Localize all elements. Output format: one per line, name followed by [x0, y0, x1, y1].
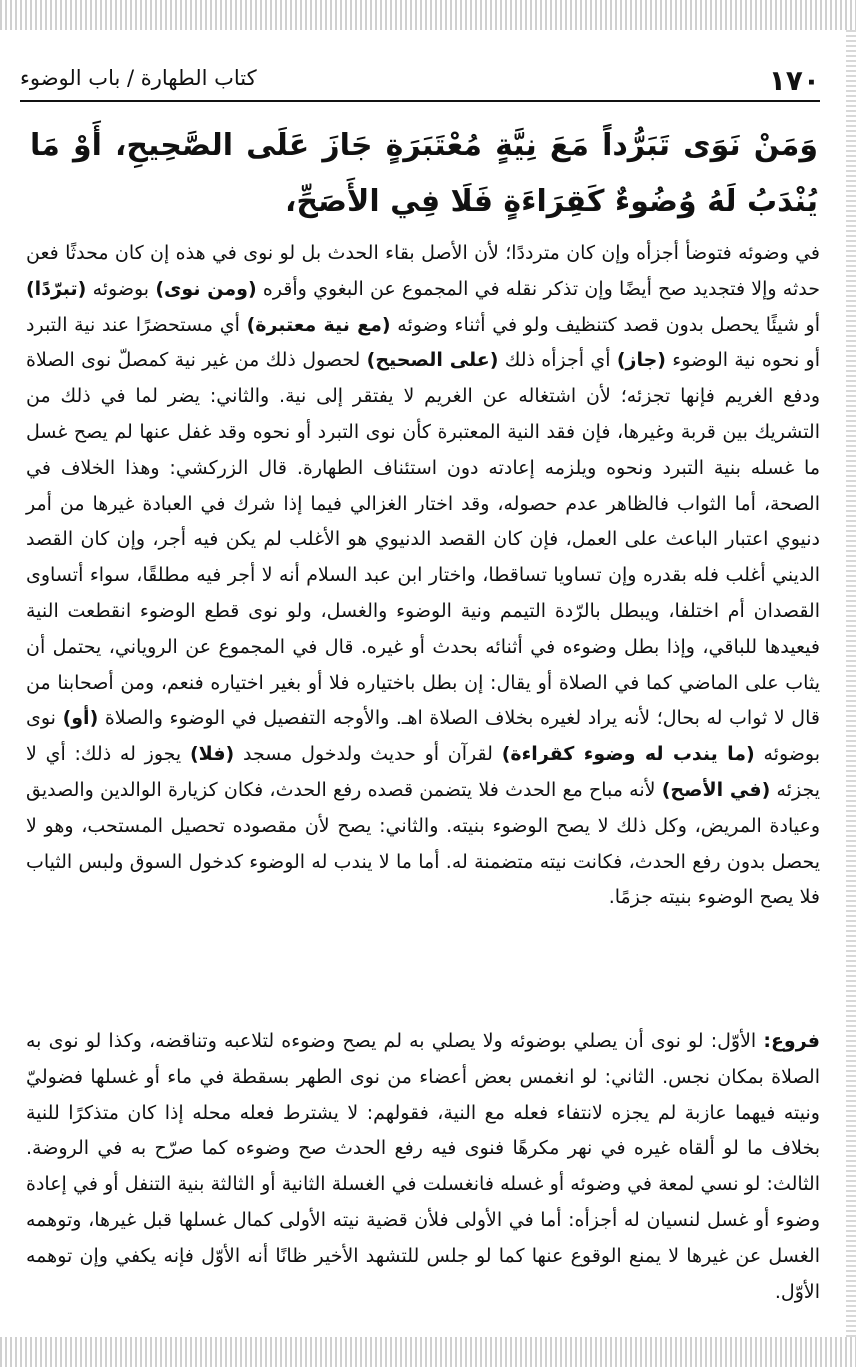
matn-quote: (جاز) [616, 349, 666, 372]
commentary-text: في وضوئه فتوضأ أجزأه وإن كان مترددًا؛ لأن الأصل بقاء الحدث بل لو نوى في هذه إن كان محدثًا فعن حدثه وإلا فتجديد صح أيضًا وإن تذكر نقله في المجموع عن البغوي وأقره [26, 242, 820, 300]
matn-quote: (مع نية معتبرة) [246, 313, 391, 336]
furu-text: الأوّل: لو نوى أن يصلي بوضوئه ولا يصلي به لم يصح وضوءه لتلاعبه وتناقضه، وكذا لو نوى به الصلاة بمكان نجس. الثاني: لو انغمس بعض أعضاء من نوى الطهر بسقطة في ماء أو غسلها فضوليّ ونيته فيهما عازبة لم يجزه لانتفاء فعله مع النية، فقولهم: لا يشترط فعله محله إذا كان متذكرًا للنية بخلاف ما لو ألقاه غيره في نهر مكرهًا فنوى فيه رفع الحدث صح وضوءه كما صرّح به في الروضة. الثالث: لو نسي لمعة في وضوئه أو غسله فانغسلت في الغسلة الثانية أو الثالثة بنية التنفل أو في إعادة وضوء أو غسل لنسيان له أجزأه: أما في الأولى فلأن قضية نيته الأولى كمال غسلها قبل غيرها، وتوهمه الغسل عن غيرها لا يمنع الوقوع عنها كما لو جلس للتشهد الأخير ظانًا أنه الأوّل فإنه يكفي وإن توهمه الأوّل. [26, 1030, 820, 1303]
page-header [20, 58, 820, 98]
page-number: ١٧٠ [768, 64, 820, 97]
commentary-text: لقرآن أو حديث ولدخول مسجد [234, 743, 502, 766]
commentary-text: يجوز له ذلك: أي لا يجزئه [26, 743, 820, 801]
furu-label: فروع: [763, 1030, 820, 1052]
commentary-text: بوضوئه [86, 277, 156, 300]
matn-quote: (تبرّدًا) [26, 277, 87, 300]
matn-quote: (على الصحيح) [366, 349, 499, 372]
matn-quote: (أو) [62, 707, 99, 730]
furu-section [26, 1024, 820, 1310]
commentary-text: لحصول ذلك من غير نية كمصلّ نوى الصلاة ودفع الغريم فإنها تجزئه؛ لأن اشتغاله عن الغريم لا يفتقر إلى نية. والثاني: يضر لما في ذلك من التشريك بين قربة وغيرها، فإن فقد النية المعتبرة كأن نوى التبرد أو نحوه وقد غفل عنها لم يصح غسل ما غسله بنية التبرد ونحوه ويلزمه إعادته دون استئناف الطهارة. قال الزركشي: وهذا الخلاف في الصحة، أما الثواب فالظاهر عدم حصوله، وقد اختار الغزالي فيما إذا شرك في العبادة غيرها من أمر دنيوي اعتبار الباعث على العمل، فإن كان القصد الدنيوي هو الأغلب لم يكن فيه أجر، وإن كان القصد الديني أغلب فله بقدره وإن تساويا تساقطا، واختار ابن عبد السلام أنه لا أجر فيه مطلقًا، سواء أتساوى القصدان أم اختلفا، ويبطل بالرّدة التيمم ونية الوضوء والغسل، ولو نوى قطع الوضوء انقطعت النية فيعيدها للباقي، وإذا بطل وضوءه في أثنائه بحدث أو غيره. قال في المجموع عن الروياني، يحتمل أن يثاب على الماضي كما في الصلاة أو يقال: إن بطل باختياره فلا أو بغير اختياره فنعم، ومن أصحابنا من قال لا ثواب له بحال؛ لأنه يراد لغيره بخلاف الصلاة اهـ. والأوجه التفصيل في الوضوء والصلاة [26, 349, 820, 730]
commentary-paragraph [26, 236, 820, 916]
commentary-text: نوى بوضوئه [26, 707, 820, 766]
commentary-text: لأنه مباح مع الحدث فلا يتضمن قصده رفع الحدث، فكان كزيارة الوالدين والصديق وعيادة المريض، وكل ذلك لا يصح الوضوء بنيته. والثاني: يصح لأن مقصوده تحصيل المستحب، وهو لا يحصل بدون رفع الحدث، فكانت نيته متضمنة له. أما ما لا يندب له الوضوء كدخول السوق ولبس الثياب فلا يصح الوضوء بنيته جزمًا. [26, 778, 820, 909]
decorative-border-bottom [0, 1337, 856, 1367]
commentary-text: أو شيئًا يحصل بدون قصد كتنظيف ولو في أثناء وضوئه [390, 313, 820, 336]
commentary [26, 236, 820, 916]
decorative-border-right [846, 30, 856, 1337]
commentary-text: أي أجزأه ذلك [498, 349, 617, 372]
matn-text: وَمَنْ نَوَى تَبَرُّداً مَعَ نِيَّةٍ مُعْتَبَرَةٍ جَازَ عَلَى الصَّحِيحِ، أَوْ مَا يُنْدَبُ لَهُ وُضُوءٌ كَقِرَاءَةٍ فَلَا فِي الأَصَحِّ، [30, 128, 818, 219]
matn-quote: (ومن نوى) [155, 277, 257, 300]
running-head: كتاب الطهارة / باب الوضوء [20, 66, 257, 90]
matn-quote: (ما يندب له وضوء كقراءة) [501, 743, 755, 766]
header-rule [20, 100, 820, 102]
decorative-border-top [0, 0, 856, 30]
commentary-text: أي مستحضرًا عند نية التبرد أو نحوه نية الوضوء [26, 313, 821, 372]
matn-quote: (في الأصح) [661, 778, 771, 801]
matn-quote: (فلا) [189, 743, 235, 766]
